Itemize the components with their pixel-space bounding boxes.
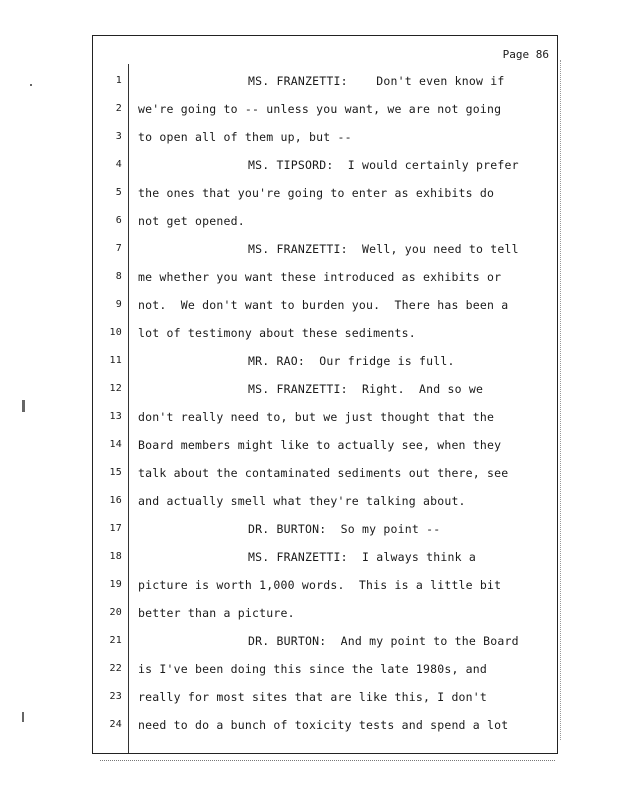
transcript-line (93, 603, 557, 623)
line-number: 20 (109, 607, 122, 618)
line-text: to open all of them up, but -- (138, 130, 352, 144)
line-number: 12 (109, 383, 122, 394)
transcript-line (93, 715, 557, 735)
line-text: and actually smell what they're talking about. (138, 494, 466, 508)
line-text: MS. TIPSORD: I would certainly prefer (248, 158, 519, 172)
line-number: 16 (109, 495, 122, 506)
line-number: 14 (109, 439, 122, 450)
transcript-line (93, 687, 557, 707)
transcript-line (93, 379, 557, 399)
transcript-line (93, 519, 557, 539)
line-text: MR. RAO: Our fridge is full. (248, 354, 455, 368)
transcript-line (93, 351, 557, 371)
line-text: MS. FRANZETTI: Don't even know if (248, 74, 505, 88)
line-text: better than a picture. (138, 606, 295, 620)
line-text: not get opened. (138, 214, 245, 228)
transcript-line (93, 435, 557, 455)
transcript-line (93, 155, 557, 175)
transcript-line (93, 547, 557, 567)
line-text: the ones that you're going to enter as exhibits do (138, 186, 495, 200)
transcript-line (93, 491, 557, 511)
line-number: 18 (109, 551, 122, 562)
transcript-line (93, 211, 557, 231)
line-number: 8 (115, 271, 122, 282)
margin-mark (22, 712, 24, 722)
line-number: 2 (115, 103, 122, 114)
transcript-line (93, 127, 557, 147)
transcript-page (92, 35, 558, 754)
line-number: 10 (109, 327, 122, 338)
transcript-line (93, 659, 557, 679)
line-text: don't really need to, but we just thought that the (138, 410, 495, 424)
transcript-line (93, 99, 557, 119)
line-text: MS. FRANZETTI: Well, you need to tell (248, 242, 519, 256)
line-number: 4 (115, 159, 122, 170)
line-number: 11 (109, 355, 122, 366)
line-number: 17 (109, 523, 122, 534)
line-number: 22 (109, 663, 122, 674)
line-number: 23 (109, 691, 122, 702)
page-number: Page 86 (502, 48, 549, 61)
line-text: MS. FRANZETTI: Right. And so we (248, 382, 484, 396)
transcript-line (93, 267, 557, 287)
transcript-line (93, 183, 557, 203)
line-text: we're going to -- unless you want, we are not going (138, 102, 502, 116)
transcript-line (93, 575, 557, 595)
line-number: 9 (115, 299, 122, 310)
line-text: talk about the contaminated sediments out there, see (138, 466, 509, 480)
line-number: 3 (115, 131, 122, 142)
line-text: really for most sites that are like this, I don't (138, 690, 488, 704)
line-text: me whether you want these introduced as exhibits or (138, 270, 502, 284)
line-number: 5 (115, 187, 122, 198)
line-text: is I've been doing this since the late 1980s, and (138, 662, 488, 676)
transcript-line (93, 323, 557, 343)
line-text: MS. FRANZETTI: I always think a (248, 550, 476, 564)
line-number: 13 (109, 411, 122, 422)
line-number: 1 (115, 75, 122, 86)
line-number: 19 (109, 579, 122, 590)
line-number: 21 (109, 635, 122, 646)
transcript-line (93, 631, 557, 651)
line-text: Board members might like to actually see, when they (138, 438, 502, 452)
transcript-line (93, 295, 557, 315)
line-text: DR. BURTON: So my point -- (248, 522, 441, 536)
transcript-line (93, 71, 557, 91)
line-text: DR. BURTON: And my point to the Board (248, 634, 519, 648)
margin-mark (30, 84, 32, 86)
line-text: need to do a bunch of toxicity tests and spend a lot (138, 718, 509, 732)
line-number: 7 (115, 243, 122, 254)
line-text: not. We don't want to burden you. There has been a (138, 298, 509, 312)
right-margin-rule (560, 60, 561, 740)
margin-mark (22, 400, 25, 412)
line-text: lot of testimony about these sediments. (138, 326, 416, 340)
line-text: picture is worth 1,000 words. This is a little bit (138, 578, 502, 592)
transcript-line (93, 239, 557, 259)
line-number: 6 (115, 215, 122, 226)
transcript-line (93, 463, 557, 483)
line-number: 15 (109, 467, 122, 478)
bottom-scan-noise (100, 760, 555, 761)
line-number: 24 (109, 719, 122, 730)
transcript-line (93, 407, 557, 427)
